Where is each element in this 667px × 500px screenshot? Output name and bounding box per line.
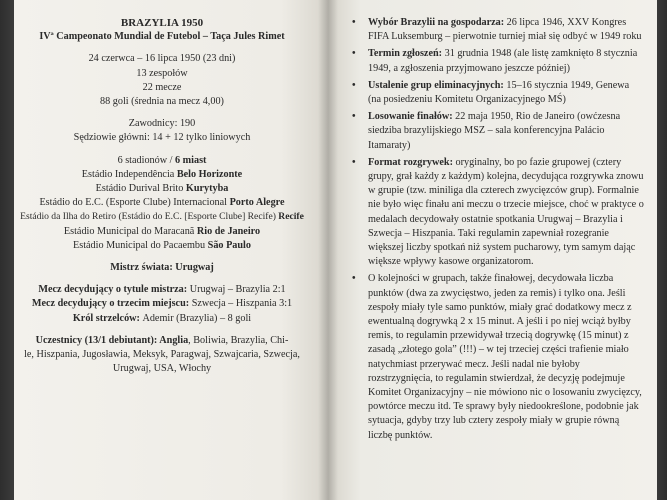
participants-line: Urugwaj, USA, Włochy xyxy=(112,363,212,375)
bullet-icon: • xyxy=(352,17,356,28)
referee-count: Sędziowie główni: 14 + 12 tylko liniowych xyxy=(73,132,251,144)
stadium-count: 6 stadionów / 6 miast xyxy=(117,154,207,166)
bullet-icon: • xyxy=(352,111,356,123)
match-count: 22 mecze xyxy=(142,81,182,93)
tournament-dates: 24 czerwca – 16 lipca 1950 (23 dni) xyxy=(88,53,236,65)
stadium-item: Estádio da Ilha do Retiro (Estádio do E.C. [Esporte Clube] Recife) Recife xyxy=(20,211,304,223)
participants-line: le, Hiszpania, Jugosławia, Meksyk, Paragwaj, Szwajcaria, Szwecja, xyxy=(24,349,300,361)
note-item: • Termin zgłoszeń: 31 grudnia 1948 (ale listę zamknięto 8 stycznia 1949, a zgłoszenia przyjmowano jeszcze później) xyxy=(352,48,638,74)
stadium-item: Estádio Independência Belo Horizonte xyxy=(81,168,243,180)
world-champion: Mistrz świata: Urugwaj xyxy=(110,262,214,274)
stadium-item: Estádio Durival Brito Kurytyba xyxy=(95,183,229,195)
third-place-match: Mecz decydujący o trzecim miejscu: Szwecja – Hiszpania 3:1 xyxy=(31,298,293,310)
bullet-icon: • xyxy=(352,156,356,168)
stadium-item: Estádio do E.C. (Esporte Clube) Internacional Porto Alegre xyxy=(39,197,285,209)
stadium-item: Estádio Municipal do Pacaembu São Paulo xyxy=(73,239,251,251)
bullet-icon: • xyxy=(352,273,356,285)
tournament-summary xyxy=(20,16,304,376)
tournament-subtitle: IVª Campeonato Mundial de Futebol – Taça Jules Rimet xyxy=(39,31,285,43)
player-count: Zawodnicy: 190 xyxy=(128,118,196,130)
bullet-icon: • xyxy=(352,48,356,60)
note-item: • O kolejności w grupach, także finałowej, decydowała liczba punktów (dwa za zwycięstwo, jeden za remis) i tylko ona. Jeśli zespoły miały tyle samo punktów, miały grać dodatkowy mecz z ewentualną dogrywką 2 x 15 minut. A jeśli i po niej wciąż byłby remis, to regulamin przewidywał trzecią dogrywkę (15 minut) z zasadą „złotego gola” (!!!) – w tej trzeciej części trafienie miało natychmiast przerywać mecz. Jeśli nadal nie byłoby rozstrzygnięcia, to regulamin stwierdzał, że decyzję podejmuje Komitet Organizacyjny – nie mówiono nic o losowaniu zwycięzcy, powtórce meczu itd. Te sprawy były niedookreślone, podobnie jak sytuacja, gdyby trzy lub cztery zespoły miały w grupie równą liczbę punktów. xyxy=(352,273,642,441)
participants: Uczestnicy (13/1 debiutant): Anglia, Boliwia, Brazylia, Chi- xyxy=(35,334,289,346)
tournament-notes xyxy=(350,16,644,446)
stadium-item: Estádio Municipal do Maracanã Rio de Janeiro xyxy=(63,225,261,237)
goal-count: 88 goli (średnia na mecz 4,00) xyxy=(100,96,224,108)
final-match: Mecz decydujący o tytule mistrza: Urugwaj – Brazylia 2:1 xyxy=(38,284,286,296)
note-item: • Wybór Brazylii na gospodarza: 26 lipca 1946, XXV Kongres FIFA Luksemburg – pierwotnie turniej miał się odbyć w 1949 roku xyxy=(352,17,642,43)
top-scorer: Król strzelców: Ademir (Brazylia) – 8 goli xyxy=(72,312,252,324)
bullet-icon: • xyxy=(352,79,356,91)
note-item: • Losowanie finałów: 22 maja 1950, Rio de Janeiro (owćzesna siedziba brazylijskiego MSZ – sala konferencyjna Palácio Itamaraty) xyxy=(352,111,621,151)
book-gutter xyxy=(318,0,338,500)
note-item: • Format rozgrywek: oryginalny, bo po fazie grupowej (cztery grupy, grał każdy z każdym) kolejna, decydująca rozgrywka znowu w grupie (tzw. miniliga dla czterech zwycięzców grup). Formalnie nie było więc finału ani meczu o trzecie miejsce, choć w praktyce o medalach decydowały ostatnie spotkania Urugwaj – Brazylia i Szwecja – Hiszpania. Taki regulamin zapewniał rozegranie większej liczby spotkań niż system pucharowy, tym samym dając większe wpływy kasowe organizatorom. xyxy=(352,156,644,268)
page-title: BRAZYLIA 1950 xyxy=(120,17,204,29)
team-count: 13 zespołów xyxy=(136,67,188,79)
note-item: • Ustalenie grup eliminacyjnych: 15–16 stycznia 1949, Genewa (na posiedzeniu Komitetu Organizacyjnego MŚ) xyxy=(352,79,630,106)
